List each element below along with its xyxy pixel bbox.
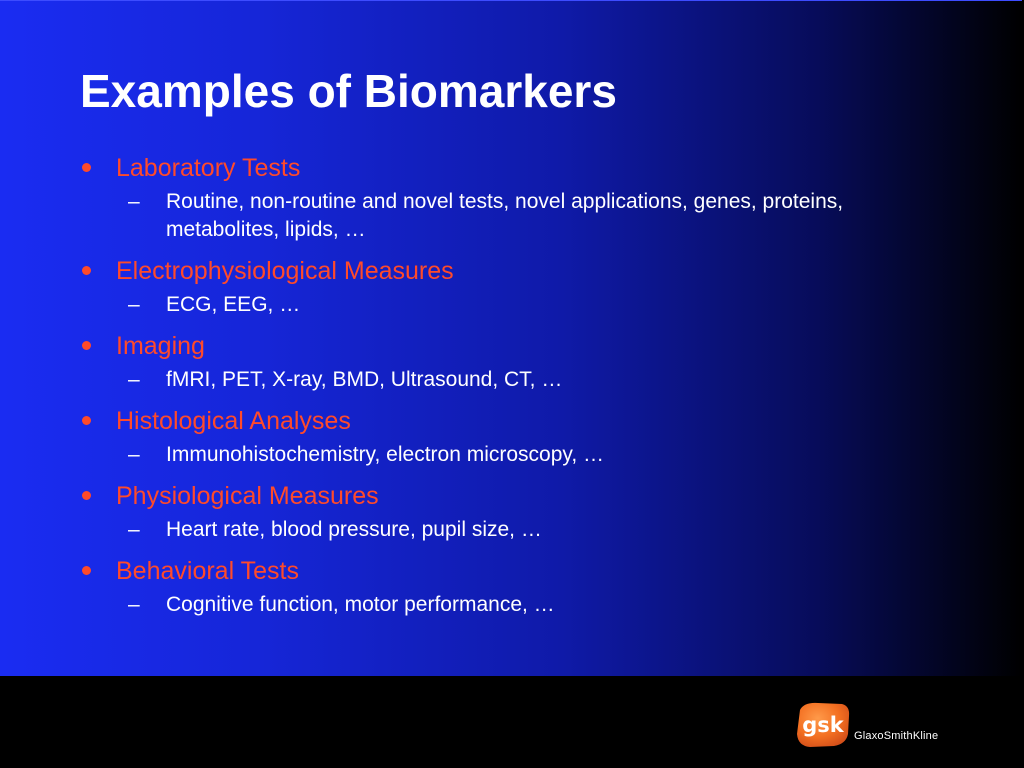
list-item-heading: Laboratory Tests: [116, 154, 301, 182]
list-item-detail: Routine, non-routine and novel tests, novel applications, genes, proteins, metabolites, lipids, …: [166, 190, 844, 241]
dash-marker: –: [128, 518, 140, 541]
list-item-heading: Histological Analyses: [116, 407, 351, 435]
list-item-detail: Cognitive function, motor performance, …: [166, 593, 555, 616]
slide-title: Examples of Biomarkers: [80, 65, 617, 117]
list-item: [80, 152, 920, 244]
dash-marker: –: [128, 190, 140, 213]
company-name: GlaxoSmithKline: [854, 730, 939, 742]
list-item: [80, 330, 920, 394]
dash-marker: –: [128, 293, 140, 316]
list-item: [80, 255, 920, 319]
bullet-icon: [80, 405, 116, 437]
list-item-heading: Imaging: [116, 332, 205, 360]
bullet-list: [80, 152, 920, 630]
dash-marker: –: [128, 593, 140, 616]
list-item: [80, 555, 920, 619]
list-item-detail: ECG, EEG, …: [166, 293, 301, 316]
dash-marker: –: [128, 443, 140, 466]
list-item-heading: Behavioral Tests: [116, 557, 299, 585]
gsk-logo-text: gsk: [802, 713, 844, 737]
list-item-heading: Electrophysiological Measures: [116, 257, 454, 285]
list-item-heading: Physiological Measures: [116, 482, 379, 510]
bullet-icon: [80, 152, 116, 184]
gsk-logo-icon: [794, 700, 852, 750]
bullet-icon: [80, 255, 116, 287]
bullet-icon: [80, 480, 116, 512]
list-item-detail: fMRI, PET, X-ray, BMD, Ultrasound, CT, …: [166, 368, 563, 391]
dash-marker: –: [128, 368, 140, 391]
list-item-detail: Heart rate, blood pressure, pupil size, …: [166, 518, 542, 541]
list-item-detail: Immunohistochemistry, electron microscopy, …: [166, 443, 605, 466]
company-logo: [794, 700, 938, 750]
list-item: [80, 405, 920, 469]
bullet-icon: [80, 330, 116, 362]
bullet-icon: [80, 555, 116, 587]
list-item: [80, 480, 920, 544]
